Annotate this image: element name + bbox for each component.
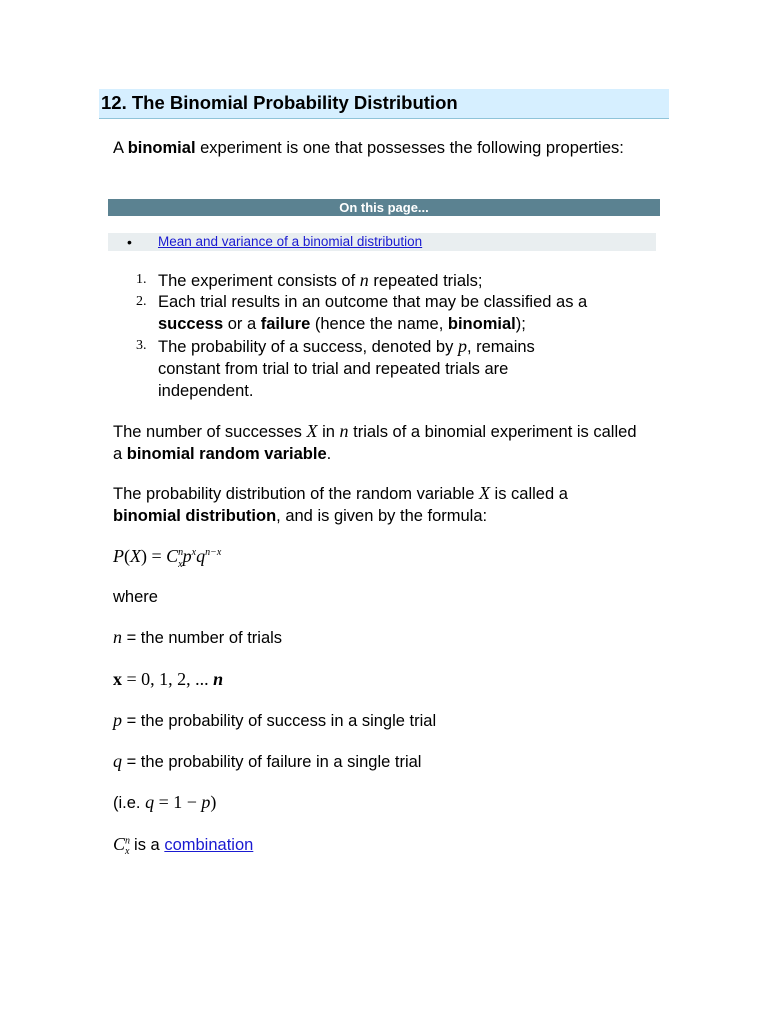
list-number: 2. xyxy=(136,294,147,309)
combination-link[interactable]: combination xyxy=(164,836,254,854)
page-title: 12. The Binomial Probability Distribution xyxy=(101,92,458,113)
list-number: 1. xyxy=(136,272,147,287)
list-item: The experiment consists of n repeated trials; xyxy=(158,270,483,290)
where-label: where xyxy=(113,588,158,606)
def-ie: (i.e. q = 1 − p) xyxy=(113,792,217,812)
def-n: n = the number of trials xyxy=(113,627,283,647)
def-combination: $C^n_x$ is a combination xyxy=(113,834,254,858)
intro-paragraph: A binomial experiment is one that possesses the following properties: xyxy=(113,139,624,157)
random-variable-paragraph: The number of successes X in n trials of a binomial experiment is called a binomial random variable. xyxy=(113,421,637,463)
list-item: Each trial results in an outcome that may be classified as a success or a failure (hence the name, binomial); xyxy=(158,293,588,333)
page-title-bar xyxy=(99,89,669,119)
distribution-paragraph: The probability distribution of the random variable X is called a binomial distribution, and is given by the formula: xyxy=(113,483,568,525)
def-x: x = 0, 1, 2, ... n xyxy=(113,669,224,689)
on-this-page-item xyxy=(108,233,656,251)
binomial-term: binomial xyxy=(127,139,196,157)
list-item: The probability of a success, denoted by p, remains constant from trial to trial and repeated trials are independent. xyxy=(158,336,535,400)
def-q: q = the probability of failure in a single trial xyxy=(113,751,422,771)
mean-variance-link[interactable]: Mean and variance of a binomial distribution xyxy=(158,234,423,249)
list-number: 3. xyxy=(136,338,147,353)
def-p: p = the probability of success in a single trial xyxy=(113,710,437,730)
binomial-formula: $P(X) = C^n_xp^xq^{n-x}$ xyxy=(113,546,222,570)
on-this-page-header: On this page... xyxy=(108,199,660,216)
bullet-icon: • xyxy=(127,234,132,250)
